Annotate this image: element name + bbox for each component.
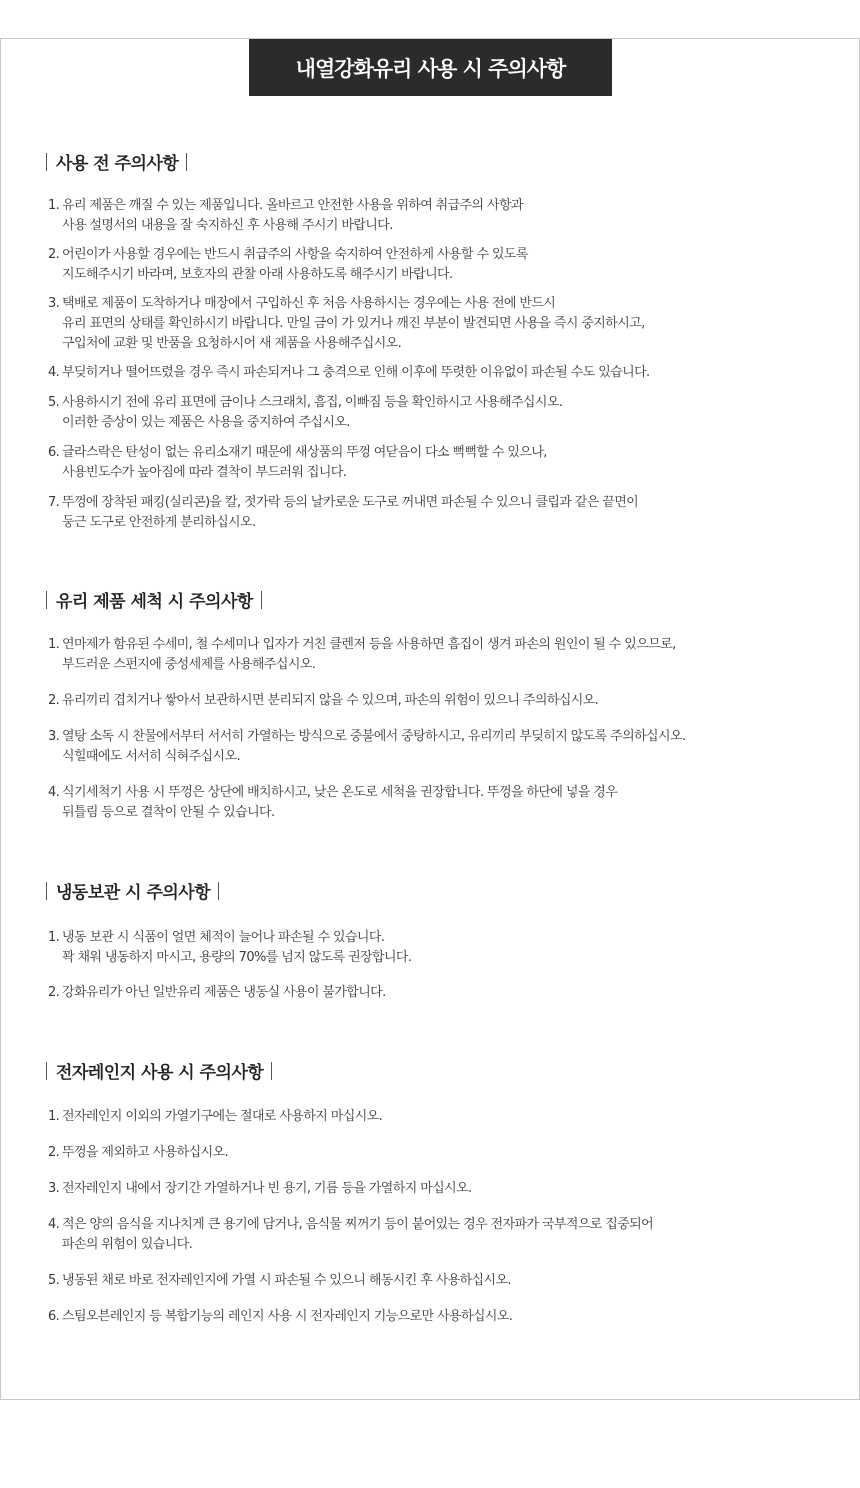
item-number: 7. (48, 495, 60, 510)
item-text: 뚜껑을 제외하고 사용하십시오. (62, 1145, 229, 1160)
heading-divider (46, 591, 47, 609)
item-text: 부드러운 스펀지에 중성세제를 사용해주십시오. (62, 657, 316, 672)
section-heading-text: 전자레인지 사용 시 주의사항 (56, 1063, 264, 1083)
section-heading-microwave (46, 1058, 272, 1083)
list-item (48, 1143, 228, 1163)
list-item (48, 493, 638, 533)
list-item (48, 393, 562, 433)
item-number: 4. (48, 785, 60, 800)
list-item (48, 245, 528, 285)
item-text: 전자레인지 내에서 장기간 가열하거나 빈 용기, 기름 등을 가열하지 마십시오. (62, 1181, 472, 1196)
list-item (48, 1271, 511, 1291)
section-heading-text: 사용 전 주의사항 (56, 154, 179, 174)
page-title (249, 39, 612, 96)
page-title-text: 내열강화유리 사용 시 주의사항 (295, 56, 566, 81)
item-text: 스팀오븐레인지 등 복합기능의 레인지 사용 시 전자레인지 기능으로만 사용하십시오. (62, 1309, 513, 1324)
list-item (48, 1307, 512, 1327)
list-item (48, 443, 547, 483)
item-text: 강화유리가 아닌 일반유리 제품은 냉동실 사용이 불가합니다. (62, 985, 386, 1000)
item-number: 3. (48, 1181, 60, 1196)
item-text: 냉동된 채로 바로 전자레인지에 가열 시 파손될 수 있으니 해동시킨 후 사용하십시오. (62, 1273, 511, 1288)
item-number: 5. (48, 1273, 60, 1288)
list-item (48, 363, 650, 383)
section-heading-text: 냉동보관 시 주의사항 (56, 883, 211, 903)
item-number: 5. (48, 395, 60, 410)
heading-divider (186, 153, 187, 171)
list-item (48, 1179, 472, 1199)
list-item (48, 1107, 382, 1127)
item-number: 1. (48, 930, 60, 945)
item-number: 3. (48, 296, 60, 311)
item-number: 2. (48, 1145, 60, 1160)
heading-divider (46, 1062, 47, 1080)
item-number: 2. (48, 247, 60, 262)
list-item (48, 928, 411, 968)
list-item (48, 635, 676, 675)
item-text: 적은 양의 음식을 지나치게 큰 용기에 담거나, 음식물 찌꺼기 등이 붙어있는 경우 전자파가 국부적으로 집중되어 (62, 1217, 654, 1232)
item-text: 사용빈도수가 높아짐에 따라 결착이 부드러워 집니다. (62, 465, 347, 480)
item-text: 뚜껑에 장착된 패킹(실리콘)을 칼, 젓가락 등의 날카로운 도구로 꺼내면 파손될 수 있으니 클립과 같은 끝면이 (62, 495, 639, 510)
list-item (48, 727, 685, 767)
heading-divider (46, 153, 47, 171)
item-text: 연마제가 함유된 수세미, 철 수세미나 입자가 거친 클렌저 등을 사용하면 흠집이 생겨 파손의 원인이 될 수 있으므로, (62, 637, 676, 652)
list-item (48, 783, 617, 823)
item-text: 지도해주시기 바라며, 보호자의 관찰 아래 사용하도록 해주시기 바랍니다. (62, 267, 453, 282)
item-text: 글라스락은 탄성이 없는 유리소재기 때문에 새상품의 뚜껑 여닫음이 다소 뻑뻑할 수 있으나, (62, 445, 547, 460)
item-number: 6. (48, 1309, 60, 1324)
item-text: 전자레인지 이외의 가열기구에는 절대로 사용하지 마십시오. (62, 1109, 383, 1124)
list-item (48, 691, 598, 711)
item-text: 식기세척기 사용 시 뚜껑은 상단에 배치하시고, 낮은 온도로 세척을 권장합니다. 뚜껑을 하단에 넣을 경우 (62, 785, 618, 800)
item-number: 2. (48, 985, 60, 1000)
list-item (48, 1215, 653, 1255)
item-text: 파손의 위험이 있습니다. (62, 1237, 193, 1252)
item-text: 부딪히거나 떨어뜨렸을 경우 즉시 파손되거나 그 충격으로 인해 이후에 뚜렷한 이유없이 파손될 수도 있습니다. (62, 365, 650, 380)
item-text: 유리 제품은 깨질 수 있는 제품입니다. 올바르고 안전한 사용을 위하여 취급주의 사항과 (62, 198, 523, 213)
item-text: 둥근 도구로 안전하게 분리하십시오. (62, 515, 256, 530)
item-text: 이러한 증상이 있는 제품은 사용을 중지하여 주십시오. (62, 415, 350, 430)
item-number: 4. (48, 365, 60, 380)
item-number: 6. (48, 445, 60, 460)
item-number: 1. (48, 637, 60, 652)
section-heading-freezer (46, 878, 219, 903)
section-heading-text: 유리 제품 세척 시 주의사항 (56, 592, 253, 612)
item-text: 택배로 제품이 도착하거나 매장에서 구입하신 후 처음 사용하시는 경우에는 사용 전에 반드시 (62, 296, 556, 311)
heading-divider (218, 882, 219, 900)
item-text: 어린이가 사용할 경우에는 반드시 취급주의 사항을 숙지하여 안전하게 사용할 수 있도록 (62, 247, 528, 262)
item-number: 1. (48, 1109, 60, 1124)
list-item (48, 983, 386, 1003)
item-text: 유리 표면의 상태를 확인하시기 바랍니다. 만일 금이 가 있거나 깨진 부분이 발견되면 사용을 즉시 중지하시고, (62, 316, 645, 331)
heading-divider (46, 882, 47, 900)
item-text: 꽉 채워 냉동하지 마시고, 용량의 70%를 넘지 않도록 권장합니다. (62, 950, 412, 965)
item-text: 사용 설명서의 내용을 잘 숙지하신 후 사용해 주시기 바랍니다. (62, 218, 393, 233)
item-text: 사용하시기 전에 유리 표면에 금이나 스크래치, 흠집, 이빠짐 등을 확인하시고 사용해주십시오. (62, 395, 563, 410)
item-text: 열탕 소독 시 찬물에서부터 서서히 가열하는 방식으로 중불에서 중탕하시고, 유리끼리 부딪히지 않도록 주의하십시오. (62, 729, 686, 744)
list-item (48, 294, 645, 354)
heading-divider (261, 591, 262, 609)
list-item (48, 196, 523, 236)
item-number: 4. (48, 1217, 60, 1232)
item-text: 뒤틀림 등으로 결착이 안될 수 있습니다. (62, 805, 275, 820)
item-text: 냉동 보관 시 식품이 얼면 체적이 늘어나 파손될 수 있습니다. (62, 930, 385, 945)
item-text: 구입처에 교환 및 반품을 요청하시어 새 제품을 사용해주십시오. (62, 336, 402, 351)
item-number: 3. (48, 729, 60, 744)
item-number: 1. (48, 198, 60, 213)
section-heading-cleaning (46, 587, 262, 612)
item-number: 2. (48, 693, 60, 708)
item-text: 식힐때에도 서서히 식혀주십시오. (62, 749, 241, 764)
section-heading-before-use (46, 149, 187, 174)
heading-divider (271, 1062, 272, 1080)
item-text: 유리끼리 겹치거나 쌓아서 보관하시면 분리되지 않을 수 있으며, 파손의 위험이 있으니 주의하십시오. (62, 693, 599, 708)
